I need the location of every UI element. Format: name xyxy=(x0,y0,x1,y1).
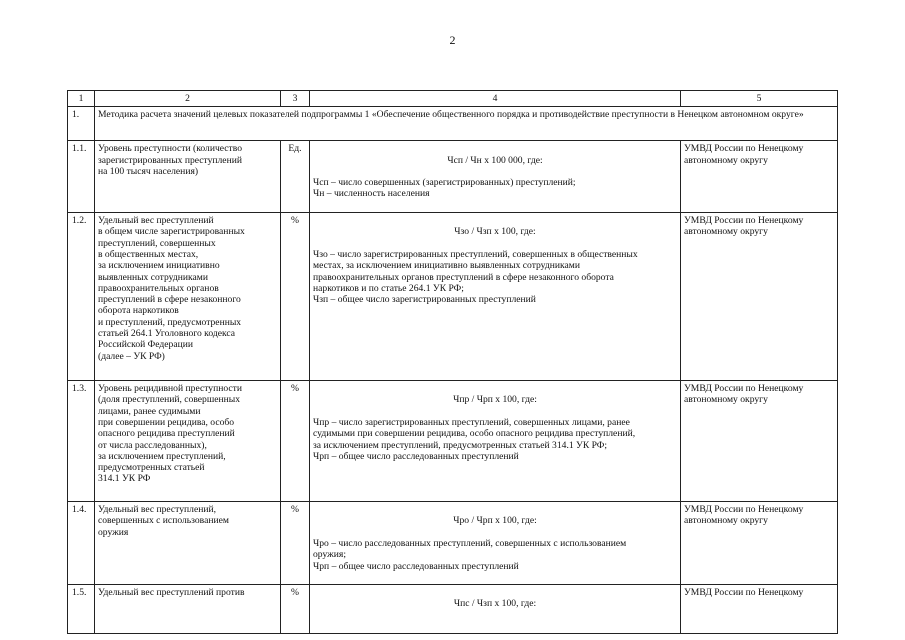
formula: Чпс / Чзп х 100, где: xyxy=(453,598,537,610)
table-row xyxy=(68,141,838,213)
formula-description: Чпр – число зарегистрированных преступлений, совершенных лицами, ранее судимыми при совершении рецидива, особо опасного рецидива преступлений, за исключением преступлений, предусмотренных статьей 314.1 УК РФ; Чрп – общее число расследованных преступлений xyxy=(313,416,636,462)
table-row xyxy=(68,381,838,502)
table-row xyxy=(68,502,838,585)
formula-description: Чзо – число зарегистрированных преступлений, совершенных в общественных местах, за исключением инициативно выявленных сотрудниками правоохранительных органов преступлений в сфере незаконного оборота наркотиков и по статье 264.1 УК РФ; Чзп – общее число зарегистрированных преступлений xyxy=(313,248,638,306)
row-number: 1.2. xyxy=(68,213,95,381)
unit-cell: % xyxy=(281,502,310,585)
table-row xyxy=(68,585,838,634)
unit-cell: % xyxy=(281,585,310,634)
source-cell: УМВД России по Ненецкому автономному округу xyxy=(681,502,838,585)
source-cell: УМВД России по Ненецкому автономному округу xyxy=(681,213,838,381)
formula: Чсп / Чн х 100 000, где: xyxy=(447,154,543,166)
unit-cell: Ед. xyxy=(281,141,310,213)
table-header-row xyxy=(68,91,838,107)
method-cell xyxy=(310,502,681,585)
method-cell xyxy=(310,381,681,502)
column-header: 1 xyxy=(68,91,95,107)
indicator-name: Удельный вес преступлений против xyxy=(95,585,281,634)
formula: Чпр / Чрп х 100, где: xyxy=(453,394,537,406)
indicator-name: Удельный вес преступлений в общем числе зарегистрированных преступлений, совершенных в общественных местах, за исключением инициативно выявленных сотрудниками правоохранительных органов преступлений в сфере незаконного оборота наркотиков и преступлений, предусмотренных статьей 264.1 Уголовного кодекса Российской Федерации (далее – УК РФ) xyxy=(95,213,281,381)
page-number: 2 xyxy=(449,33,456,47)
formula: Чзо / Чзп х 100, где: xyxy=(454,226,536,238)
source-cell: УМВД России по Ненецкому xyxy=(681,585,838,634)
table-row xyxy=(68,213,838,381)
indicator-name: Удельный вес преступлений, совершенных с использованием оружия xyxy=(95,502,281,585)
row-number: 1.3. xyxy=(68,381,95,502)
column-header: 3 xyxy=(281,91,310,107)
row-number: 1.4. xyxy=(68,502,95,585)
indicator-name: Уровень рецидивной преступности (доля преступлений, совершенных лицами, ранее судимыми при совершении рецидива, особо опасного рецидива преступлений от числа расследованных), за исключением преступлений, предусмотренных статьей 314.1 УК РФ xyxy=(95,381,281,502)
section-title: Методика расчета значений целевых показателей подпрограммы 1 «Обеспечение общественного порядка и противодействие преступности в Ненецком автономном округе» xyxy=(95,107,838,141)
unit-cell: % xyxy=(281,213,310,381)
method-cell xyxy=(310,213,681,381)
indicators-table xyxy=(67,90,838,634)
formula-description: Чсп – число совершенных (зарегистрированных) преступлений; Чн – численность населения xyxy=(313,177,576,200)
formula-description: Чро – число расследованных преступлений, совершенных с использованием оружия; Чрп – общее число расследованных преступлений xyxy=(313,537,627,572)
formula: Чро / Чрп х 100, где: xyxy=(453,515,537,527)
source-cell: УМВД России по Ненецкому автономному округу xyxy=(681,381,838,502)
column-header: 4 xyxy=(310,91,681,107)
column-header: 5 xyxy=(681,91,838,107)
method-cell xyxy=(310,141,681,213)
indicator-name: Уровень преступности (количество зарегистрированных преступлений на 100 тысяч населения) xyxy=(95,141,281,213)
source-cell: УМВД России по Ненецкому автономному округу xyxy=(681,141,838,213)
row-number: 1.5. xyxy=(68,585,95,634)
column-header: 2 xyxy=(95,91,281,107)
unit-cell: % xyxy=(281,381,310,502)
row-number: 1.1. xyxy=(68,141,95,213)
section-row xyxy=(68,107,838,141)
method-cell xyxy=(310,585,681,634)
section-number: 1. xyxy=(68,107,95,141)
